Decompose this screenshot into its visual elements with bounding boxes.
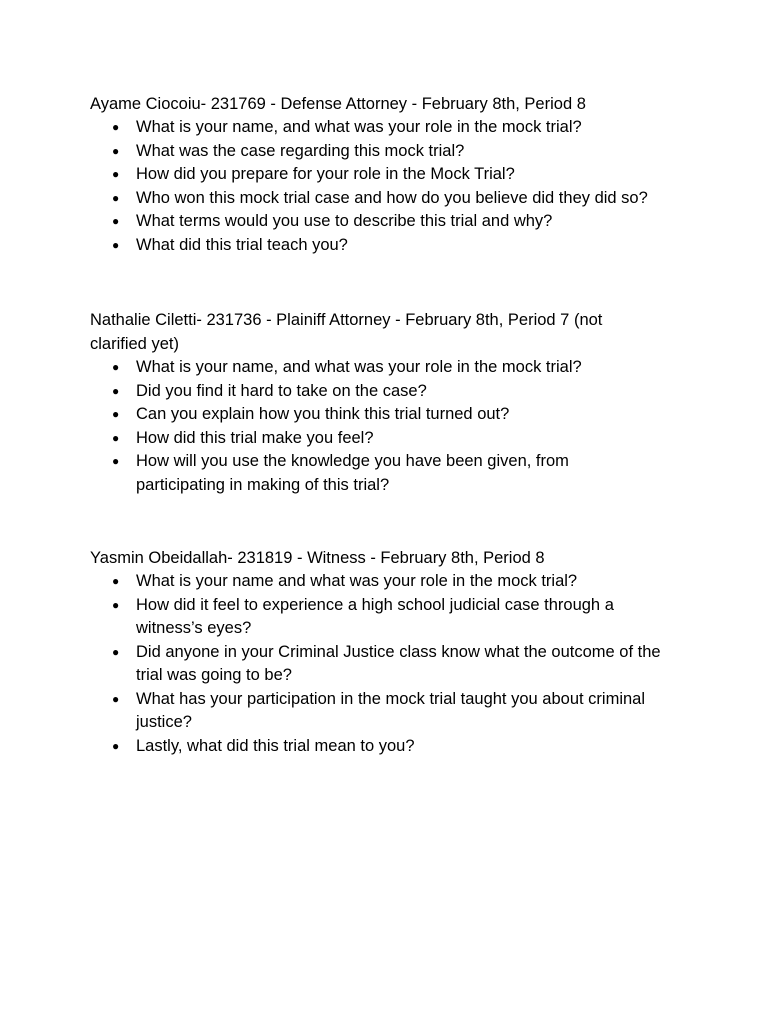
bullet-icon: ● [112, 383, 120, 398]
section-heading: Nathalie Ciletti- 231736 - Plainiff Attorney - February 8th, Period 7 (not clarified yet) [90, 311, 603, 353]
question-list [90, 116, 690, 257]
question-text: How will you use the knowledge you have been given, from participating in making of this trial? [136, 452, 569, 494]
question-text: Can you explain how you think this trial turned out? [136, 405, 510, 423]
question-item [90, 735, 690, 759]
question-item [90, 641, 690, 688]
question-text: What was the case regarding this mock trial? [136, 141, 465, 160]
question-text: What has your participation in the mock trial taught you about criminal justice? [136, 689, 646, 731]
question-text: How did it feel to experience a high school judicial case through a witness’s eyes? [136, 595, 614, 637]
bullet-icon: ● [112, 214, 120, 228]
question-text: How did this trial make you feel? [136, 428, 374, 447]
question-item [90, 688, 690, 735]
bullet-icon: ● [112, 237, 120, 252]
bullet-icon: ● [112, 644, 120, 659]
question-item [90, 210, 690, 234]
question-text: How did you prepare for your role in the Mock Trial? [136, 165, 515, 183]
question-text: What is your name, and what was your role in the mock trial? [136, 118, 582, 136]
question-text: Who won this mock trial case and how do you believe did they did so? [136, 188, 648, 207]
question-text: Lastly, what did this trial mean to you? [136, 736, 415, 755]
question-item [90, 116, 690, 140]
question-item [90, 163, 690, 187]
interview-section-plaintiff-attorney [90, 308, 690, 497]
interview-section-witness [90, 546, 690, 758]
question-item [90, 187, 690, 211]
section-heading: Ayame Ciocoiu- 231769 - Defense Attorney - February 8th, Period 8 [90, 95, 586, 113]
question-item [90, 403, 690, 427]
bullet-icon: ● [112, 691, 120, 706]
interview-section-defense-attorney [90, 92, 690, 257]
bullet-icon: ● [112, 167, 120, 181]
bullet-icon: ● [112, 454, 120, 468]
question-item [90, 380, 690, 404]
bullet-icon: ● [112, 407, 120, 421]
question-text: What is your name, and what was your role in the mock trial? [136, 358, 582, 376]
bullet-icon: ● [112, 738, 120, 753]
question-item [90, 594, 690, 641]
bullet-icon: ● [112, 120, 120, 134]
question-list [90, 570, 690, 758]
question-item [90, 450, 690, 497]
question-item [90, 356, 690, 380]
section-heading: Yasmin Obeidallah- 231819 - Witness - February 8th, Period 8 [90, 549, 545, 567]
bullet-icon: ● [112, 360, 120, 374]
bullet-icon: ● [112, 430, 120, 445]
bullet-icon: ● [112, 574, 120, 588]
bullet-icon: ● [112, 190, 120, 205]
question-text: What is your name and what was your role in the mock trial? [136, 572, 578, 590]
question-item [90, 570, 690, 594]
question-item [90, 140, 690, 164]
question-item [90, 234, 690, 258]
question-text: Did you find it hard to take on the case? [136, 381, 427, 400]
question-list [90, 356, 690, 497]
question-text: What terms would you use to describe this trial and why? [136, 212, 553, 230]
bullet-icon: ● [112, 597, 120, 612]
bullet-icon: ● [112, 143, 120, 158]
question-text: What did this trial teach you? [136, 235, 348, 254]
question-item [90, 427, 690, 451]
question-text: Did anyone in your Criminal Justice class know what the outcome of the trial was going to be? [136, 642, 661, 684]
